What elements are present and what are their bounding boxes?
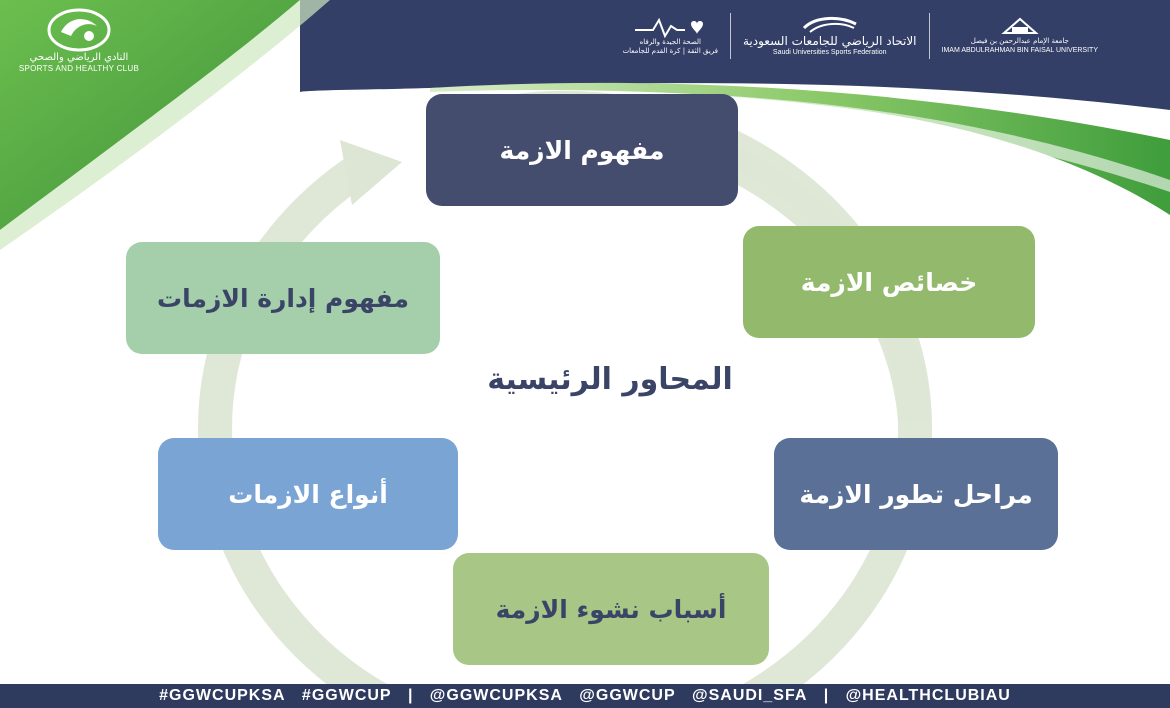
club-logo-icon — [47, 8, 111, 52]
health-logo-line1: الصحة الجيدة والرفاه — [639, 38, 701, 46]
federation-arabic-name: الاتحاد الرياضي للجامعات السعودية — [742, 33, 917, 48]
footer-item: #GGWCUPKSA — [159, 687, 286, 704]
node-crisis-stages-label: مراحل تطور الازمة — [799, 479, 1033, 509]
footer-item: #GGWCUP — [301, 687, 392, 704]
header-logos — [611, 10, 1110, 62]
footer-hashtags — [0, 684, 1170, 708]
footer-item: @GGWCUP — [579, 687, 676, 704]
university-emblem-icon — [1000, 17, 1040, 37]
heartbeat-icon — [635, 16, 705, 38]
node-crisis-types — [158, 438, 458, 550]
node-crisis-causes — [453, 553, 769, 665]
university-english-name: IMAM ABDULRAHMAN BIN FAISAL UNIVERSITY — [941, 47, 1098, 54]
node-crisis-characteristics-label: خصائص الازمة — [800, 267, 978, 297]
node-crisis-stages — [774, 438, 1058, 550]
node-crisis-management-concept-label: مفهوم إدارة الازمات — [156, 283, 410, 313]
university-arabic-name: جامعة الإمام عبدالرحمن بن فيصل — [970, 37, 1069, 45]
footer-separator: | — [823, 687, 830, 704]
federation-english-name: Saudi Universities Sports Federation — [772, 48, 887, 56]
health-logo-line2: فريق الثقة | كرة القدم للجامعات — [622, 47, 718, 55]
footer-item: @HEALTHCLUBIAU — [845, 687, 1011, 704]
footer-item: @SAUDI_SFA — [691, 687, 808, 704]
health-logo — [611, 16, 730, 56]
university-logo — [930, 17, 1111, 55]
federation-logo — [731, 16, 929, 57]
diagram-center-title: المحاور الرئيسية — [487, 362, 733, 397]
node-crisis-types-label: أنواع الازمات — [228, 479, 388, 509]
club-logo — [14, 8, 144, 74]
federation-swoosh-icon — [800, 16, 860, 34]
footer-separator: | — [407, 687, 414, 704]
node-crisis-concept-label: مفهوم الازمة — [499, 135, 665, 165]
node-crisis-concept — [426, 94, 738, 206]
club-arabic-name: النادي الرياضي والصحي — [29, 52, 129, 63]
node-crisis-causes-label: أسباب نشوء الازمة — [495, 594, 727, 624]
node-crisis-management-concept — [126, 242, 440, 354]
footer-item: @GGWCUPKSA — [429, 687, 563, 704]
node-crisis-characteristics — [743, 226, 1035, 338]
club-english-name: SPORTS AND HEALTHY CLUB — [18, 64, 140, 73]
